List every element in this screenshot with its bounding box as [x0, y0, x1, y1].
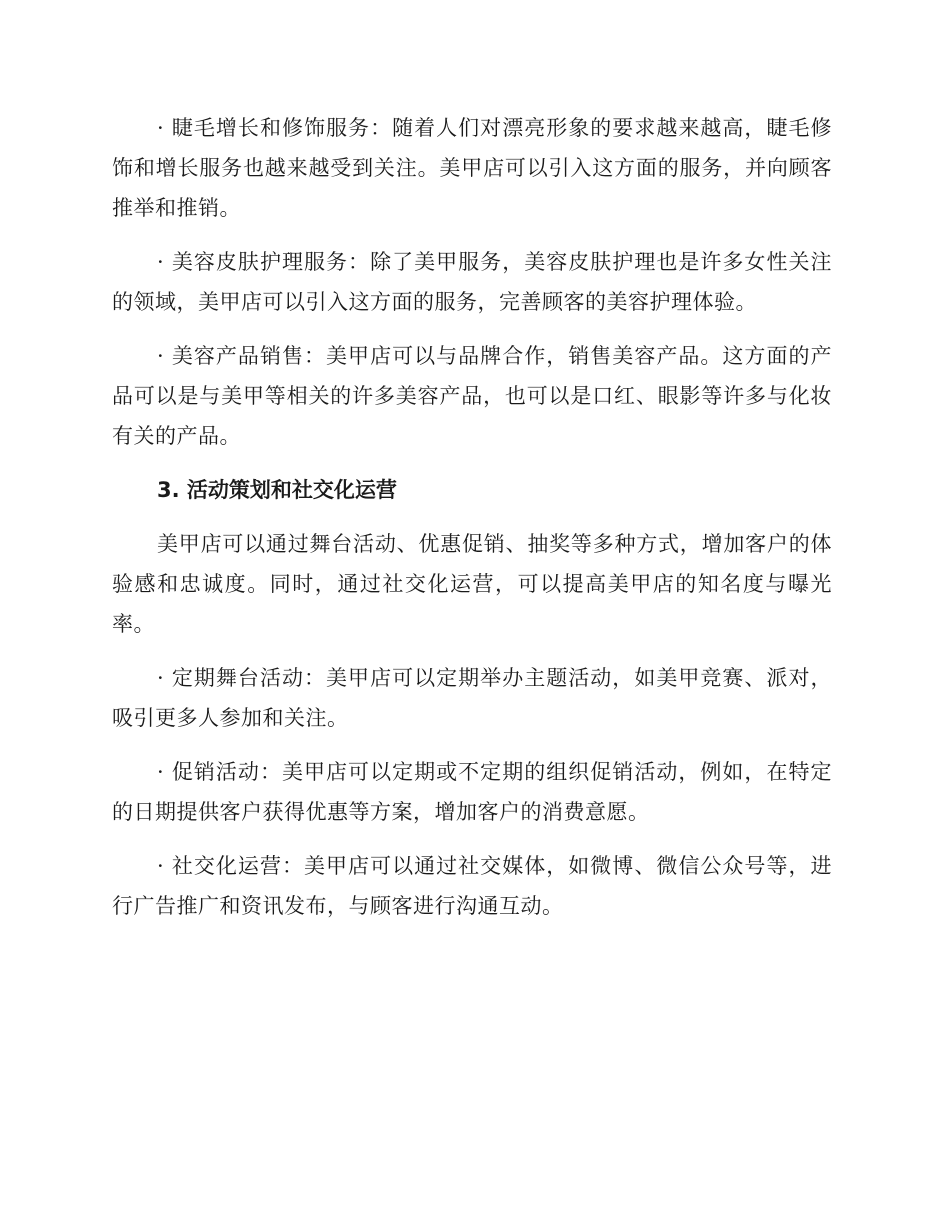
section-heading-events-social: 3. 活动策划和社交化运营	[157, 478, 397, 502]
paragraph-skin-care-service: · 美容皮肤护理服务：除了美甲服务，美容皮肤护理也是许多女性关注的领域，美甲店可以引入这方面的服务，完善顾客的美容护理体验。	[112, 250, 832, 314]
paragraph-promotions: · 促销活动：美甲店可以定期或不定期的组织促销活动，例如，在特定的日期提供客户获得优惠等方案，增加客户的消费意愿。	[112, 760, 832, 824]
paragraph-beauty-product-sales: · 美容产品销售：美甲店可以与品牌合作，销售美容产品。这方面的产品可以是与美甲等相关的许多美容产品，也可以是口红、眼影等许多与化妆有关的产品。	[112, 344, 832, 448]
paragraph-social-operations: · 社交化运营：美甲店可以通过社交媒体，如微博、微信公众号等，进行广告推广和资讯发布，与顾客进行沟通互动。	[112, 854, 832, 918]
paragraph-events-intro: 美甲店可以通过舞台活动、优惠促销、抽奖等多种方式，增加客户的体验感和忠诚度。同时，通过社交化运营，可以提高美甲店的知名度与曝光率。	[112, 532, 832, 636]
document-page	[112, 108, 832, 940]
paragraph-regular-events: · 定期舞台活动：美甲店可以定期举办主题活动，如美甲竞赛、派对，吸引更多人参加和关注。	[112, 666, 832, 730]
paragraph-eyelash-service: · 睫毛增长和修饰服务：随着人们对漂亮形象的要求越来越高，睫毛修饰和增长服务也越来越受到关注。美甲店可以引入这方面的服务，并向顾客推举和推销。	[112, 116, 832, 220]
